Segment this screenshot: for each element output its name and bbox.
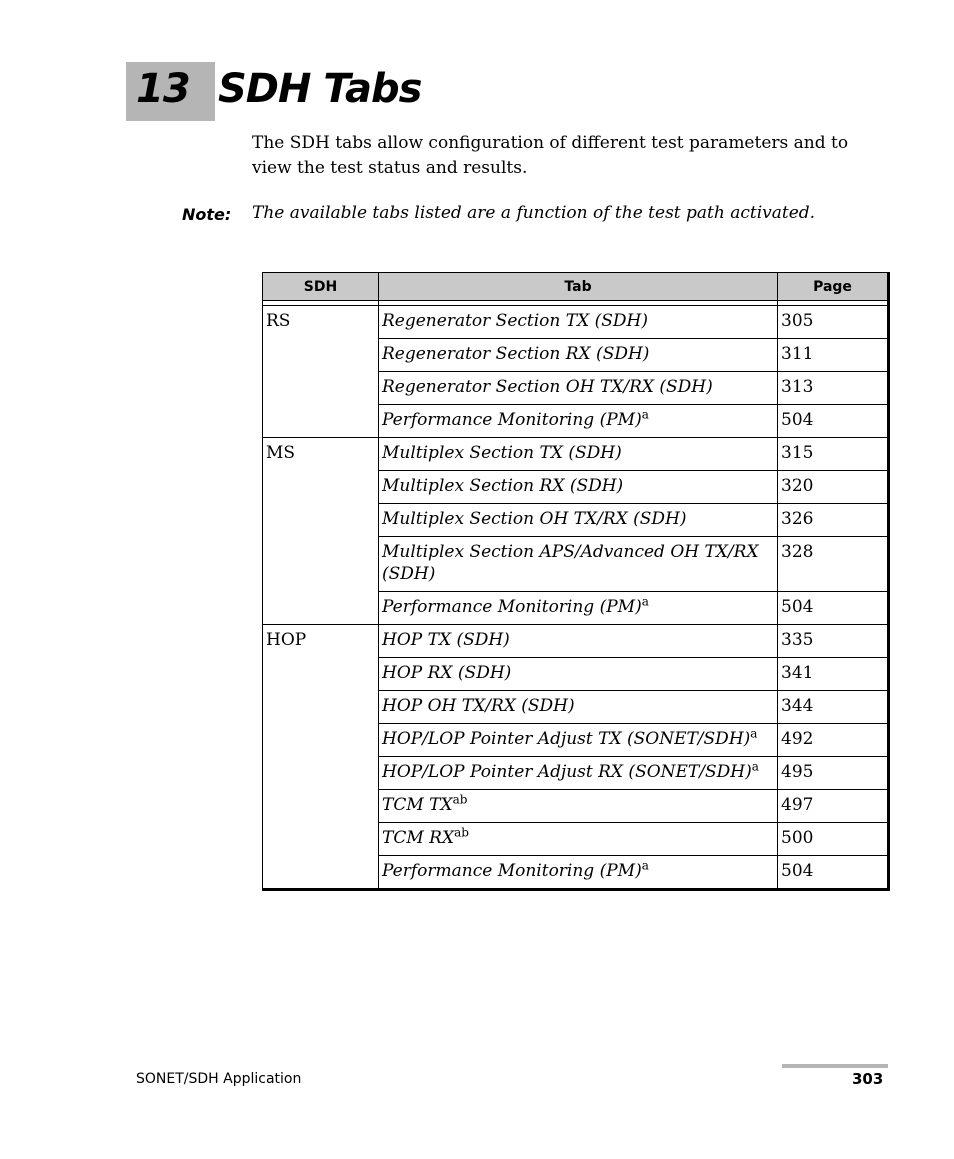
intro-paragraph: The SDH tabs allow configuration of different test parameters and to view the test status and results. xyxy=(252,133,849,178)
page-number-cell: 320 xyxy=(778,471,889,504)
footnote-marker: a xyxy=(641,594,649,609)
tab-name-cell xyxy=(379,592,778,625)
tab-name-cell xyxy=(379,658,778,691)
tab-name-cell xyxy=(379,625,778,658)
page-number-cell: 504 xyxy=(778,856,889,890)
tab-name-cell xyxy=(379,790,778,823)
tab-name: TCM RX xyxy=(382,828,455,848)
tab-name: HOP RX (SDH) xyxy=(382,663,512,683)
sdh-group-cell: MS xyxy=(263,438,379,625)
note-label: Note: xyxy=(182,205,232,224)
page-number-cell: 504 xyxy=(778,405,889,438)
page-number-cell: 315 xyxy=(778,438,889,471)
footnote-marker: ab xyxy=(452,792,468,807)
footnote-marker: a xyxy=(641,407,649,422)
header-sdh: SDH xyxy=(263,273,379,301)
page-number-cell: 328 xyxy=(778,537,889,592)
footnote-marker: a xyxy=(641,858,649,873)
page-number-cell: 500 xyxy=(778,823,889,856)
page-number-cell: 335 xyxy=(778,625,889,658)
tab-name: Performance Monitoring (PM) xyxy=(382,861,642,881)
table-row xyxy=(263,625,889,658)
sdh-group-cell: HOP xyxy=(263,625,379,890)
tab-name: Performance Monitoring (PM) xyxy=(382,597,642,617)
tab-name-cell xyxy=(379,856,778,890)
sdh-group-cell: RS xyxy=(263,306,379,438)
footer-rule xyxy=(782,1064,888,1068)
page-number-cell: 492 xyxy=(778,724,889,757)
tab-name: Multiplex Section APS/Advanced OH TX/RX (SDH) xyxy=(382,542,759,584)
tab-name-cell xyxy=(379,504,778,537)
tab-name: Multiplex Section OH TX/RX (SDH) xyxy=(382,509,687,529)
page-number-cell: 313 xyxy=(778,372,889,405)
footer-document-title: SONET/SDH Application xyxy=(136,1071,302,1087)
tab-name-cell xyxy=(379,691,778,724)
tab-name: Regenerator Section TX (SDH) xyxy=(382,311,648,331)
tab-name-cell xyxy=(379,306,778,339)
chapter-number-box xyxy=(126,62,215,121)
table-header-row xyxy=(263,273,889,301)
header-page: Page xyxy=(778,273,889,301)
page-number-cell: 341 xyxy=(778,658,889,691)
tab-name-cell xyxy=(379,757,778,790)
tab-name: HOP/LOP Pointer Adjust TX (SONET/SDH) xyxy=(382,729,751,749)
tab-name: Performance Monitoring (PM) xyxy=(382,410,642,430)
table-row xyxy=(263,306,889,339)
tab-name: HOP/LOP Pointer Adjust RX (SONET/SDH) xyxy=(382,762,752,782)
tab-name-cell xyxy=(379,823,778,856)
tab-name: Multiplex Section RX (SDH) xyxy=(382,476,624,496)
tab-name-cell xyxy=(379,372,778,405)
tab-name: HOP OH TX/RX (SDH) xyxy=(382,696,575,716)
page-number-cell: 504 xyxy=(778,592,889,625)
table-body xyxy=(263,301,889,890)
page-number-cell: 344 xyxy=(778,691,889,724)
page-number-cell: 497 xyxy=(778,790,889,823)
page-number-cell: 305 xyxy=(778,306,889,339)
tab-name-cell xyxy=(379,339,778,372)
chapter-title: SDH Tabs xyxy=(218,66,422,112)
footer-page-number: 303 xyxy=(852,1070,884,1088)
tab-name-cell xyxy=(379,405,778,438)
tab-name: Multiplex Section TX (SDH) xyxy=(382,443,622,463)
sdh-tabs-table xyxy=(262,272,890,891)
footnote-marker: ab xyxy=(454,825,469,840)
tab-name: TCM TX xyxy=(382,795,453,815)
note-text: The available tabs listed are a function of the test path activated. xyxy=(252,203,816,223)
tab-name-cell xyxy=(379,438,778,471)
chapter-number: 13 xyxy=(136,66,190,112)
footnote-marker: a xyxy=(750,726,758,741)
page-number-cell: 326 xyxy=(778,504,889,537)
footnote-marker: a xyxy=(751,759,759,774)
tab-name-cell xyxy=(379,537,778,592)
tab-name-cell xyxy=(379,471,778,504)
page-number-cell: 495 xyxy=(778,757,889,790)
tab-name: Regenerator Section OH TX/RX (SDH) xyxy=(382,377,713,397)
tab-name: HOP TX (SDH) xyxy=(382,630,510,650)
header-tab: Tab xyxy=(379,273,778,301)
tab-name: Regenerator Section RX (SDH) xyxy=(382,344,650,364)
tab-name-cell xyxy=(379,724,778,757)
page-number-cell: 311 xyxy=(778,339,889,372)
table-row xyxy=(263,438,889,471)
